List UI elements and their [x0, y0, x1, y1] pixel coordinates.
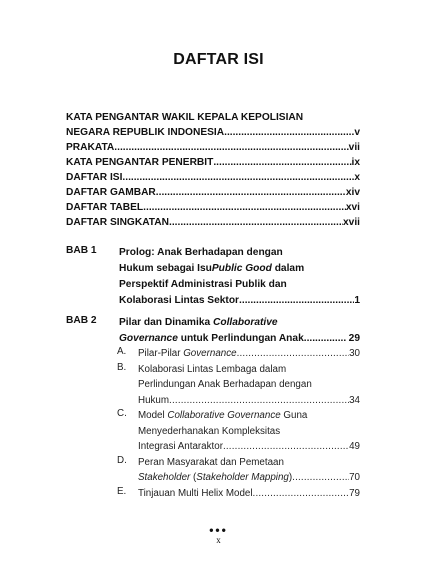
chapter-number: BAB 1: [66, 245, 97, 256]
section-title: Governance: [183, 348, 237, 359]
section-entry[interactable]: [117, 362, 360, 409]
toc-entry-page: x: [354, 172, 360, 183]
chapter-title: [119, 315, 360, 347]
section-title: Stakeholder: [138, 472, 191, 483]
toc-entry-page: xiv: [345, 187, 360, 198]
leader-dots: [213, 155, 351, 170]
section-title: Peran Masyarakat dan Pemetaan: [138, 456, 284, 468]
toc-entry[interactable]: [66, 125, 360, 140]
toc-entry[interactable]: [66, 215, 360, 230]
section-title: ): [288, 472, 293, 483]
section-title: Menyederhanakan Kompleksitas: [138, 425, 281, 437]
leader-dots: [292, 470, 349, 486]
section-title: Integrasi Antaraktor: [138, 441, 223, 452]
leader-dots: [122, 170, 354, 185]
toc-entry[interactable]: [66, 140, 360, 155]
section-title: (: [190, 472, 197, 483]
section-entry[interactable]: [117, 408, 360, 455]
chapter-title-line: dalam: [271, 263, 305, 274]
chapter-2-sections: [117, 346, 360, 501]
toc-entry[interactable]: [66, 110, 360, 125]
chapter-title-line: untuk Perlindungan Anak: [177, 333, 304, 344]
chapter-title-line: Perspektif Administrasi Publik dan: [119, 279, 287, 290]
toc-entry-label: DAFTAR GAMBAR: [66, 187, 156, 198]
page-number: x: [216, 535, 221, 545]
section-title: Stakeholder Mapping: [196, 472, 289, 483]
chapter-title-line: Hukum sebagai Isu: [119, 263, 212, 274]
leader-dots: [239, 293, 354, 309]
section-title: Model: [138, 410, 168, 421]
page-title: DAFTAR ISI: [173, 51, 264, 68]
section-title: Perlindungan Anak Berhadapan dengan: [138, 379, 312, 390]
chapter-page: 29: [348, 333, 360, 344]
section-title: Kolaborasi Lintas Lembaga dalam: [138, 363, 287, 375]
section-page: 30: [349, 348, 360, 359]
section-entry[interactable]: [117, 486, 360, 502]
chapter-title-line: Kolaborasi Lintas Sektor: [119, 295, 240, 306]
leader-dots: [169, 393, 349, 409]
toc-entry-label: DAFTAR SINGKATAN: [66, 217, 169, 228]
leader-dots: [223, 439, 349, 455]
section-page: 34: [349, 394, 360, 406]
section-entry[interactable]: [117, 346, 360, 362]
chapter-title-line: Pilar dan Dinamika: [119, 317, 213, 328]
leader-dots: [224, 125, 354, 140]
section-title: Guna: [280, 410, 308, 421]
leader-dots: [156, 185, 346, 200]
chapter-title-line: Governance: [119, 333, 178, 344]
section-letter: E.: [117, 485, 127, 497]
section-page: 49: [349, 441, 360, 452]
toc-entry-label: NEGARA REPUBLIK INDONESIA: [66, 127, 225, 138]
section-title: Pilar-Pilar: [138, 348, 184, 359]
chapter-number: BAB 2: [66, 315, 97, 326]
toc-entry-page: v: [354, 127, 360, 138]
chapter-page: 1: [354, 295, 360, 306]
section-letter: D.: [117, 454, 127, 466]
toc-entry-label: DAFTAR ISI: [66, 172, 123, 183]
leader-dots: [169, 215, 343, 230]
toc-entry[interactable]: [66, 170, 360, 185]
section-title: Tinjauan Multi Helix Model: [138, 487, 253, 499]
toc-entry-page: xvii: [343, 217, 360, 228]
section-letter: C.: [117, 408, 127, 419]
toc-entry-label: DAFTAR TABEL: [66, 202, 144, 213]
chapter-title-line: Collaborative: [213, 317, 278, 328]
leader-dots: [114, 140, 348, 155]
leader-dots: [253, 486, 350, 502]
leader-dots: [304, 331, 346, 347]
chapter-title: [119, 245, 360, 309]
toc-entry-label: KATA PENGANTAR WAKIL KEPALA KEPOLISIAN: [66, 112, 304, 123]
section-title: Hukum: [138, 394, 170, 406]
footer-ornament: •••: [209, 523, 228, 537]
toc-entry[interactable]: [66, 155, 360, 170]
section-title: Collaborative Governance: [167, 410, 281, 421]
chapter-title-line: Public Good: [211, 263, 272, 274]
toc-entry-label: KATA PENGANTAR PENERBIT: [66, 157, 214, 168]
section-entry[interactable]: [117, 455, 360, 486]
leader-dots: [237, 346, 350, 362]
toc-entry-page: ix: [351, 157, 360, 168]
toc-entry-page: xvi: [345, 202, 360, 213]
front-matter-list: [66, 110, 360, 230]
leader-dots: [143, 200, 346, 215]
section-letter: A.: [117, 346, 127, 357]
toc-entry[interactable]: [66, 185, 360, 200]
toc-entry[interactable]: [66, 200, 360, 215]
section-letter: B.: [117, 361, 127, 373]
toc-entry-page: vii: [348, 142, 360, 153]
toc-entry-label: PRAKATA: [66, 142, 115, 153]
section-page: 79: [349, 487, 360, 499]
section-page: 70: [349, 472, 360, 483]
chapter-title-line: Prolog: Anak Berhadapan dengan: [119, 247, 283, 258]
